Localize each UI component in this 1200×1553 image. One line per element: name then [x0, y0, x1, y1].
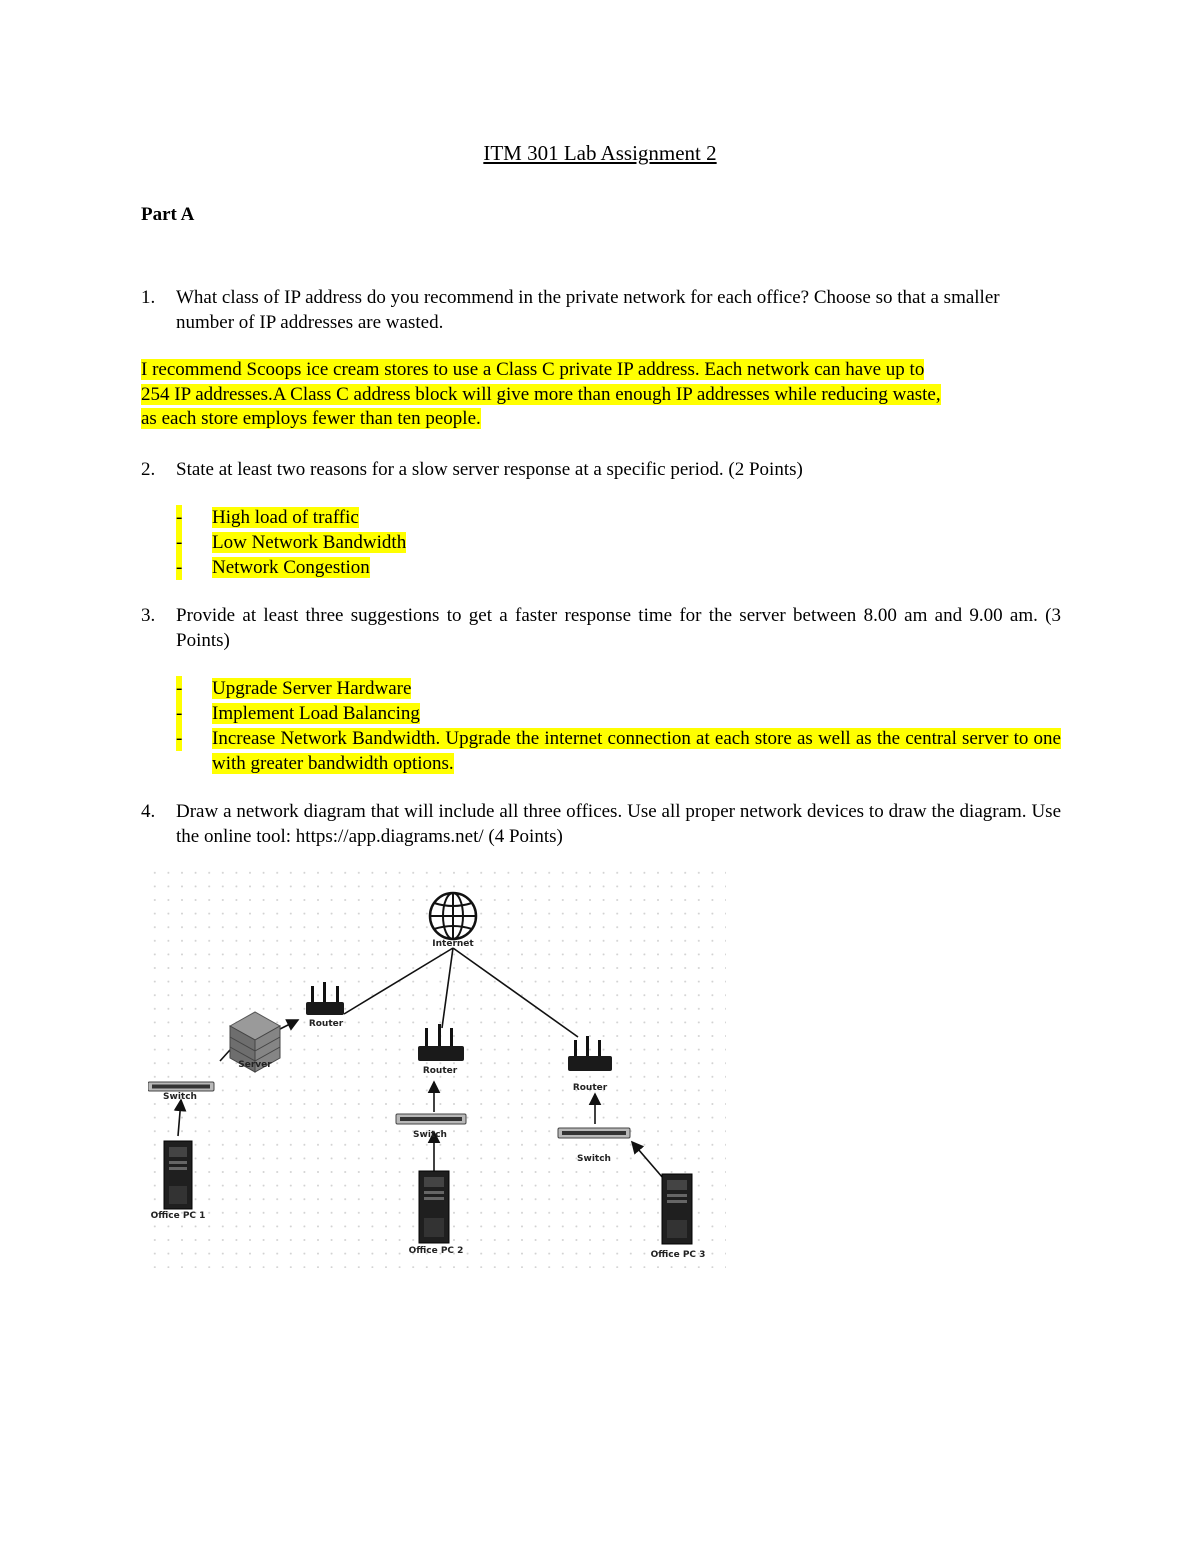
- question-number: 2.: [141, 459, 156, 480]
- router-label: Router: [422, 1066, 458, 1076]
- bullet-text: Upgrade Server Hardware: [212, 678, 412, 699]
- answer-bullet: [176, 701, 1061, 726]
- bullet-text: Low Network Bandwidth: [212, 532, 407, 553]
- question-text: What class of IP address do you recommend in the private network for each office? Choose so that a smaller number of IP addresses are wasted.: [176, 287, 1000, 333]
- internet-globe-icon: [430, 893, 476, 939]
- answer-bullet: [176, 555, 1061, 580]
- desktop-tower-icon: [662, 1174, 692, 1244]
- desktop-tower-icon: [164, 1141, 192, 1209]
- question-text: Draw a network diagram that will include all three offices. Use all proper network devices to draw the diagram. Use the online tool: https://app.diagrams.net/ (4 Points): [176, 801, 1061, 847]
- question-text: State at least two reasons for a slow server response at a specific period. (2 Points): [176, 459, 803, 480]
- bullet-text: Implement Load Balancing: [212, 703, 420, 724]
- question-1: [141, 285, 1061, 335]
- switch-label: Switch: [577, 1154, 611, 1164]
- answer-1: [141, 358, 1061, 432]
- answer-bullet: [176, 726, 1061, 776]
- router-icon: [306, 982, 344, 1015]
- question-3: [141, 603, 1061, 653]
- answer-line: I recommend Scoops ice cream stores to use a Class C private IP address. Each network can have up to: [141, 359, 925, 380]
- question-number: 4.: [141, 801, 156, 822]
- answer-bullet: [176, 530, 1061, 555]
- desktop-tower-icon: [419, 1171, 449, 1243]
- router-label: Router: [308, 1019, 344, 1029]
- question-4: [141, 799, 1061, 849]
- answer-line: 254 IP addresses.A Class C address block will give more than enough IP addresses while reducing waste,: [141, 383, 941, 405]
- bullet-marker: -: [176, 532, 183, 553]
- switch-icon: [558, 1128, 630, 1138]
- answer-bullet: [176, 505, 1061, 530]
- document-title: ITM 301 Lab Assignment 2: [483, 141, 717, 165]
- bullet-text: Network Congestion: [212, 557, 370, 578]
- network-diagram: [148, 866, 726, 1268]
- question-number: 3.: [141, 605, 156, 626]
- pc-label: Office PC 1: [150, 1211, 206, 1221]
- switch-icon: [148, 1082, 214, 1091]
- bullet-marker: -: [176, 557, 183, 578]
- switch-label: Switch: [413, 1130, 447, 1140]
- pc-label: Office PC 2: [408, 1246, 464, 1256]
- pc-label: Office PC 3: [650, 1250, 706, 1260]
- switch-icon: [396, 1114, 466, 1124]
- part-heading: Part A: [141, 204, 195, 225]
- bullet-marker: -: [176, 507, 183, 528]
- switch-label: Switch: [163, 1092, 197, 1102]
- router-label: Router: [572, 1083, 608, 1093]
- bullet-text: High load of traffic: [212, 507, 359, 528]
- answer-line: as each store employs fewer than ten people.: [141, 408, 481, 429]
- bullet-marker: -: [176, 678, 183, 699]
- bullet-marker: -: [176, 728, 183, 749]
- question-text: Provide at least three suggestions to get a faster response time for the server between 8.00 am and 9.00 am. (3 Points): [176, 605, 1061, 651]
- bullet-marker: -: [176, 703, 183, 724]
- internet-label: Internet: [432, 939, 474, 949]
- question-number: 1.: [141, 287, 156, 308]
- server-label: Server: [238, 1060, 272, 1070]
- question-2: [141, 457, 1061, 482]
- answer-bullet: [176, 676, 1061, 701]
- bullet-text: Increase Network Bandwidth. Upgrade the internet connection at each store as well as the central server to one with greater bandwidth options.: [212, 728, 1061, 774]
